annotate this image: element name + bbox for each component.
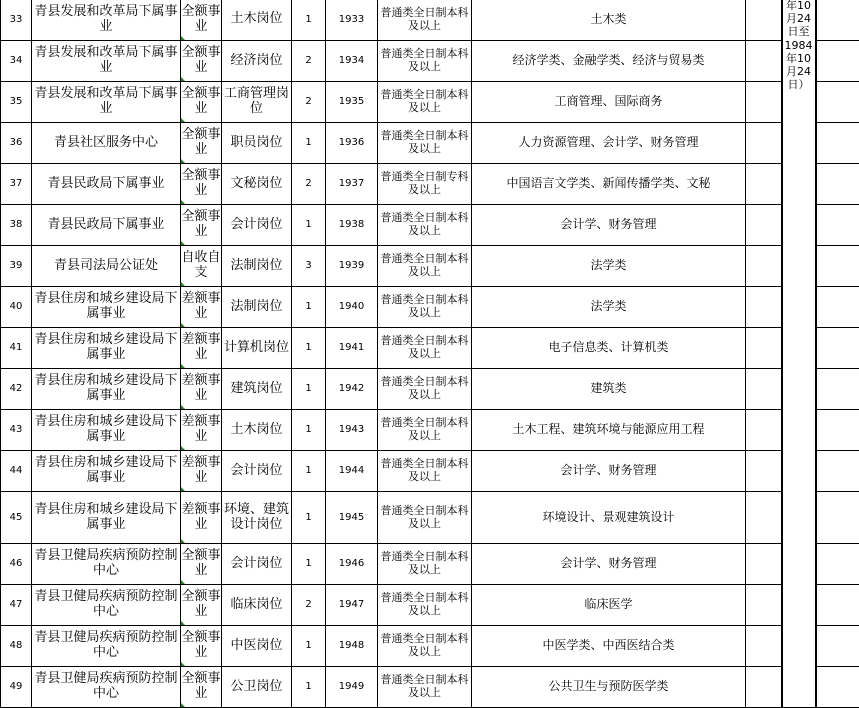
empty-cell — [816, 626, 859, 667]
row-number: 41 — [1, 328, 32, 369]
funding-type: 差额事业 — [181, 410, 222, 451]
hire-count: 1 — [292, 328, 326, 369]
position-name: 工商管理岗位 — [222, 82, 292, 123]
hire-count: 3 — [292, 246, 326, 287]
education-requirement: 普通类全日制专科及以上 — [378, 164, 472, 205]
education-requirement: 普通类全日制本科及以上 — [378, 0, 472, 41]
row-number: 48 — [1, 626, 32, 667]
funding-type: 全额事业 — [181, 82, 222, 123]
position-code: 1940 — [326, 287, 378, 328]
funding-type: 全额事业 — [181, 205, 222, 246]
unit-name: 青县民政局下属事业 — [32, 205, 181, 246]
position-name: 建筑岗位 — [222, 369, 292, 410]
row-number: 37 — [1, 164, 32, 205]
position-code: 1941 — [326, 328, 378, 369]
empty-cell — [816, 164, 859, 205]
major-requirement: 中国语言文学类、新闻传播学类、文秘 — [472, 164, 746, 205]
table-row — [1, 451, 859, 492]
row-number: 44 — [1, 451, 32, 492]
empty-cell — [816, 0, 859, 41]
table-row — [1, 544, 859, 585]
empty-cell — [816, 585, 859, 626]
position-name: 会计岗位 — [222, 451, 292, 492]
position-name: 会计岗位 — [222, 544, 292, 585]
table-row — [1, 328, 859, 369]
hire-count: 1 — [292, 287, 326, 328]
funding-type: 全额事业 — [181, 164, 222, 205]
major-requirement: 工商管理、国际商务 — [472, 82, 746, 123]
funding-type: 差额事业 — [181, 287, 222, 328]
empty-cell — [746, 0, 782, 41]
row-number: 45 — [1, 492, 32, 544]
hire-count: 2 — [292, 82, 326, 123]
table-row — [1, 41, 859, 82]
table-row — [1, 82, 859, 123]
education-requirement: 普通类全日制本科及以上 — [378, 205, 472, 246]
hire-count: 1 — [292, 451, 326, 492]
table-row — [1, 246, 859, 287]
position-name: 临床岗位 — [222, 585, 292, 626]
row-number: 35 — [1, 82, 32, 123]
education-requirement: 普通类全日制本科及以上 — [378, 626, 472, 667]
empty-cell — [746, 123, 782, 164]
major-requirement: 电子信息类、计算机类 — [472, 328, 746, 369]
position-code: 1948 — [326, 626, 378, 667]
major-requirement: 人力资源管理、会计学、财务管理 — [472, 123, 746, 164]
row-number: 39 — [1, 246, 32, 287]
row-number: 34 — [1, 41, 32, 82]
education-requirement: 普通类全日制本科及以上 — [378, 41, 472, 82]
table-row — [1, 123, 859, 164]
education-requirement: 普通类全日制本科及以上 — [378, 410, 472, 451]
table-row — [1, 585, 859, 626]
funding-type: 差额事业 — [181, 492, 222, 544]
funding-type: 差额事业 — [181, 369, 222, 410]
unit-name: 青县发展和改革局下属事业 — [32, 82, 181, 123]
funding-type: 全额事业 — [181, 0, 222, 41]
position-name: 文秘岗位 — [222, 164, 292, 205]
funding-type: 全额事业 — [181, 544, 222, 585]
unit-name: 青县住房和城乡建设局下属事业 — [32, 451, 181, 492]
table-row — [1, 164, 859, 205]
major-requirement: 临床医学 — [472, 585, 746, 626]
major-requirement: 土木类 — [472, 0, 746, 41]
hire-count: 1 — [292, 492, 326, 544]
major-requirement: 中医学类、中西医结合类 — [472, 626, 746, 667]
funding-type: 全额事业 — [181, 41, 222, 82]
position-code: 1944 — [326, 451, 378, 492]
empty-cell — [746, 492, 782, 544]
empty-cell — [816, 451, 859, 492]
position-code: 1934 — [326, 41, 378, 82]
funding-type: 全额事业 — [181, 585, 222, 626]
row-number: 47 — [1, 585, 32, 626]
unit-name: 青县住房和城乡建设局下属事业 — [32, 369, 181, 410]
table-row — [1, 205, 859, 246]
empty-cell — [816, 123, 859, 164]
unit-name: 青县住房和城乡建设局下属事业 — [32, 410, 181, 451]
empty-cell — [746, 287, 782, 328]
position-code: 1942 — [326, 369, 378, 410]
table-body — [1, 0, 859, 708]
empty-cell — [746, 369, 782, 410]
funding-type: 差额事业 — [181, 328, 222, 369]
education-requirement: 普通类全日制本科及以上 — [378, 246, 472, 287]
hire-count: 1 — [292, 410, 326, 451]
empty-cell — [746, 544, 782, 585]
empty-cell — [816, 369, 859, 410]
empty-cell — [746, 410, 782, 451]
row-number: 42 — [1, 369, 32, 410]
row-number: 49 — [1, 667, 32, 708]
position-code: 1937 — [326, 164, 378, 205]
major-requirement: 法学类 — [472, 287, 746, 328]
funding-type: 全额事业 — [181, 123, 222, 164]
major-requirement: 法学类 — [472, 246, 746, 287]
hire-count: 2 — [292, 164, 326, 205]
position-code: 1943 — [326, 410, 378, 451]
position-name: 法制岗位 — [222, 246, 292, 287]
education-requirement: 普通类全日制本科及以上 — [378, 492, 472, 544]
position-name: 公卫岗位 — [222, 667, 292, 708]
hire-count: 1 — [292, 205, 326, 246]
empty-cell — [746, 585, 782, 626]
position-name: 环境、建筑设计岗位 — [222, 492, 292, 544]
empty-cell — [816, 82, 859, 123]
position-code: 1935 — [326, 82, 378, 123]
hire-count: 1 — [292, 544, 326, 585]
education-requirement: 普通类全日制本科及以上 — [378, 82, 472, 123]
position-code: 1947 — [326, 585, 378, 626]
education-requirement: 普通类全日制本科及以上 — [378, 287, 472, 328]
education-requirement: 普通类全日制本科及以上 — [378, 328, 472, 369]
funding-type: 自收自支 — [181, 246, 222, 287]
unit-name: 青县社区服务中心 — [32, 123, 181, 164]
table-row — [1, 626, 859, 667]
hire-count: 1 — [292, 123, 326, 164]
major-requirement: 会计学、财务管理 — [472, 205, 746, 246]
education-requirement: 普通类全日制本科及以上 — [378, 585, 472, 626]
position-name: 经济岗位 — [222, 41, 292, 82]
empty-cell — [816, 667, 859, 708]
table-row — [1, 410, 859, 451]
empty-cell — [746, 246, 782, 287]
empty-cell — [746, 82, 782, 123]
hire-count: 1 — [292, 667, 326, 708]
empty-cell — [746, 667, 782, 708]
unit-name: 青县住房和城乡建设局下属事业 — [32, 328, 181, 369]
hire-count: 1 — [292, 369, 326, 410]
table-row — [1, 369, 859, 410]
education-requirement: 普通类全日制本科及以上 — [378, 123, 472, 164]
position-name: 土木岗位 — [222, 0, 292, 41]
empty-cell — [746, 205, 782, 246]
unit-name: 青县住房和城乡建设局下属事业 — [32, 492, 181, 544]
row-number: 33 — [1, 0, 32, 41]
education-requirement: 普通类全日制本科及以上 — [378, 451, 472, 492]
empty-cell — [816, 492, 859, 544]
unit-name: 青县卫健局疾病预防控制中心 — [32, 667, 181, 708]
major-requirement: 建筑类 — [472, 369, 746, 410]
education-requirement: 普通类全日制本科及以上 — [378, 369, 472, 410]
major-requirement: 公共卫生与预防医学类 — [472, 667, 746, 708]
hire-count: 2 — [292, 585, 326, 626]
empty-cell — [816, 41, 859, 82]
funding-type: 差额事业 — [181, 451, 222, 492]
hire-count: 1 — [292, 626, 326, 667]
empty-cell — [816, 246, 859, 287]
row-number: 36 — [1, 123, 32, 164]
hire-count: 2 — [292, 41, 326, 82]
empty-cell — [746, 451, 782, 492]
position-code: 1938 — [326, 205, 378, 246]
major-requirement: 环境设计、景观建筑设计 — [472, 492, 746, 544]
empty-cell — [816, 328, 859, 369]
position-code: 1945 — [326, 492, 378, 544]
major-requirement: 经济学类、金融学类、经济与贸易类 — [472, 41, 746, 82]
table-row — [1, 0, 859, 41]
table-row — [1, 492, 859, 544]
unit-name: 青县发展和改革局下属事业 — [32, 41, 181, 82]
position-name: 法制岗位 — [222, 287, 292, 328]
empty-cell — [746, 164, 782, 205]
unit-name: 青县卫健局疾病预防控制中心 — [32, 544, 181, 585]
row-number: 43 — [1, 410, 32, 451]
row-number: 46 — [1, 544, 32, 585]
major-requirement: 土木工程、建筑环境与能源应用工程 — [472, 410, 746, 451]
empty-cell — [746, 41, 782, 82]
position-code: 1949 — [326, 667, 378, 708]
unit-name: 青县住房和城乡建设局下属事业 — [32, 287, 181, 328]
funding-type: 全额事业 — [181, 667, 222, 708]
major-requirement: 会计学、财务管理 — [472, 544, 746, 585]
major-requirement: 会计学、财务管理 — [472, 451, 746, 492]
position-code: 1933 — [326, 0, 378, 41]
funding-type: 全额事业 — [181, 626, 222, 667]
empty-cell — [816, 205, 859, 246]
position-name: 计算机岗位 — [222, 328, 292, 369]
education-requirement: 普通类全日制本科及以上 — [378, 667, 472, 708]
table-row — [1, 287, 859, 328]
position-name: 会计岗位 — [222, 205, 292, 246]
empty-cell — [816, 410, 859, 451]
position-name: 中医岗位 — [222, 626, 292, 667]
empty-cell — [816, 287, 859, 328]
unit-name: 青县司法局公证处 — [32, 246, 181, 287]
position-name: 职员岗位 — [222, 123, 292, 164]
unit-name: 青县卫健局疾病预防控制中心 — [32, 585, 181, 626]
row-number: 40 — [1, 287, 32, 328]
position-code: 1936 — [326, 123, 378, 164]
unit-name: 青县发展和改革局下属事业 — [32, 0, 181, 41]
position-code: 1939 — [326, 246, 378, 287]
education-requirement: 普通类全日制本科及以上 — [378, 544, 472, 585]
empty-cell — [746, 626, 782, 667]
position-code: 1946 — [326, 544, 378, 585]
empty-cell — [816, 544, 859, 585]
position-name: 土木岗位 — [222, 410, 292, 451]
unit-name: 青县卫健局疾病预防控制中心 — [32, 626, 181, 667]
hire-count: 1 — [292, 0, 326, 41]
unit-name: 青县民政局下属事业 — [32, 164, 181, 205]
empty-cell — [746, 328, 782, 369]
table-row — [1, 667, 859, 708]
row-number: 38 — [1, 205, 32, 246]
age-requirement-note: 年10月24日至1984年10月24日） — [782, 0, 816, 708]
